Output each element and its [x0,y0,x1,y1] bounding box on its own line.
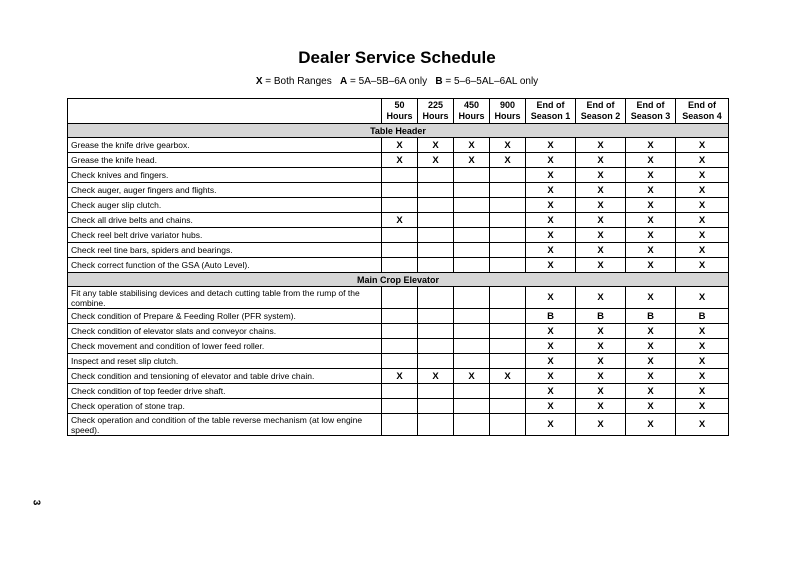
task-description: Check condition of Prepare & Feeding Roller (PFR system). [68,309,382,324]
column-header-line1: 225 [427,100,444,110]
service-mark-cell [418,213,454,228]
service-mark-cell: X [454,369,490,384]
service-mark-cell [490,414,526,436]
service-mark-cell [490,324,526,339]
service-mark-cell: X [526,198,576,213]
table-row [68,309,729,324]
service-mark-cell: X [676,339,729,354]
table-row [68,168,729,183]
service-mark-cell [382,228,418,243]
service-mark-cell: X [676,198,729,213]
service-mark-cell [454,339,490,354]
legend-x-text: = Both Ranges [262,76,341,87]
column-header [418,99,454,124]
service-mark-cell: X [382,153,418,168]
task-description: Check condition and tensioning of elevator and table drive chain. [68,369,382,384]
service-mark-cell [490,213,526,228]
section-title: Main Crop Elevator [68,273,729,287]
service-mark-cell [382,258,418,273]
service-mark-cell: X [454,138,490,153]
service-mark-cell: X [526,339,576,354]
service-schedule-table [67,98,729,436]
task-description: Check knives and fingers. [68,168,382,183]
table-row [68,258,729,273]
table-row [68,369,729,384]
service-mark-cell: X [526,287,576,309]
service-mark-cell: X [676,243,729,258]
service-mark-cell: X [676,354,729,369]
column-header [626,99,676,124]
service-mark-cell: X [576,354,626,369]
legend [0,76,794,87]
service-mark-cell: X [626,384,676,399]
table-row [68,213,729,228]
legend-a-key: A [340,76,348,87]
service-mark-cell: X [626,183,676,198]
service-mark-cell [418,287,454,309]
service-mark-cell: X [526,228,576,243]
task-description: Check auger slip clutch. [68,198,382,213]
service-mark-cell: X [676,258,729,273]
table-row [68,183,729,198]
service-mark-cell: X [676,414,729,436]
service-mark-cell: X [626,198,676,213]
service-mark-cell [382,339,418,354]
task-description: Check all drive belts and chains. [68,213,382,228]
service-mark-cell: X [676,183,729,198]
service-mark-cell: X [576,138,626,153]
service-mark-cell: X [576,183,626,198]
service-mark-cell [382,309,418,324]
table-row [68,354,729,369]
service-mark-cell [418,183,454,198]
task-description: Check reel tine bars, spiders and bearings. [68,243,382,258]
column-header [490,99,526,124]
service-mark-cell [454,258,490,273]
service-mark-cell: X [490,369,526,384]
table-row [68,384,729,399]
column-header-line1: End of [536,100,565,110]
service-mark-cell: X [626,258,676,273]
service-mark-cell [418,354,454,369]
service-mark-cell: X [576,369,626,384]
service-mark-cell [418,258,454,273]
service-mark-cell: X [576,213,626,228]
service-mark-cell [418,309,454,324]
column-header-line2: Hours [386,111,413,121]
service-mark-cell: X [526,399,576,414]
service-mark-cell: X [526,384,576,399]
column-header-line1: End of [688,100,716,110]
column-header-line2: Hours [494,111,521,121]
column-header [454,99,490,124]
service-mark-cell [418,399,454,414]
section-header-row [68,273,729,287]
service-mark-cell: X [626,213,676,228]
table-row [68,153,729,168]
service-mark-cell: X [676,384,729,399]
service-mark-cell: X [526,183,576,198]
service-mark-cell [454,168,490,183]
service-mark-cell [418,168,454,183]
service-mark-cell: X [576,339,626,354]
task-description: Check condition of top feeder drive shaft. [68,384,382,399]
service-mark-cell: X [676,324,729,339]
service-mark-cell: X [526,168,576,183]
service-mark-cell: X [626,153,676,168]
column-header-line1: 900 [499,100,516,110]
service-mark-cell [382,414,418,436]
service-mark-cell [490,243,526,258]
section-title: Table Header [68,124,729,138]
service-mark-cell [454,228,490,243]
legend-x-key: X [255,76,263,87]
service-mark-cell: X [626,324,676,339]
table-row [68,228,729,243]
service-mark-cell [382,399,418,414]
task-description: Inspect and reset slip clutch. [68,354,382,369]
service-mark-cell: X [676,168,729,183]
service-mark-cell: X [526,243,576,258]
service-mark-cell: X [626,228,676,243]
service-mark-cell: X [576,243,626,258]
service-mark-cell [490,309,526,324]
service-mark-cell: X [626,369,676,384]
table-row [68,399,729,414]
service-mark-cell: X [418,138,454,153]
service-mark-cell [490,399,526,414]
service-mark-cell: X [576,287,626,309]
service-mark-cell [454,287,490,309]
column-header [576,99,626,124]
service-mark-cell [454,183,490,198]
service-mark-cell: B [626,309,676,324]
service-mark-cell: B [526,309,576,324]
service-mark-cell [490,258,526,273]
legend-b-key: B [435,76,443,87]
service-mark-cell: X [626,287,676,309]
service-mark-cell [418,243,454,258]
service-mark-cell [490,384,526,399]
task-description: Grease the knife head. [68,153,382,168]
service-mark-cell [418,384,454,399]
service-mark-cell [490,339,526,354]
service-mark-cell [382,324,418,339]
service-mark-cell: X [626,243,676,258]
service-mark-cell [454,309,490,324]
service-mark-cell [454,198,490,213]
service-mark-cell: X [526,414,576,436]
task-description: Check correct function of the GSA (Auto Level). [68,258,382,273]
service-mark-cell: X [526,324,576,339]
service-mark-cell: X [490,138,526,153]
service-mark-cell [418,198,454,213]
service-mark-cell [382,183,418,198]
service-mark-cell: X [626,138,676,153]
service-mark-cell [454,324,490,339]
service-mark-cell: X [526,213,576,228]
service-mark-cell: X [576,324,626,339]
service-mark-cell: X [576,228,626,243]
service-mark-cell: X [576,198,626,213]
column-header-line1: End of [636,100,665,110]
service-mark-cell [454,384,490,399]
table-row [68,339,729,354]
service-mark-cell: X [626,414,676,436]
service-mark-cell [490,354,526,369]
service-mark-cell [490,198,526,213]
section-header-row [68,124,729,138]
column-header-line2: Hours [458,111,485,121]
service-mark-cell [418,339,454,354]
service-mark-cell: X [676,153,729,168]
column-header [676,99,729,124]
service-mark-cell: X [676,369,729,384]
page-number: 3 [30,499,42,506]
service-mark-cell [454,243,490,258]
service-mark-cell: X [382,369,418,384]
service-mark-cell [454,414,490,436]
service-mark-cell: X [418,369,454,384]
column-header-line1: End of [586,100,615,110]
table-row [68,414,729,436]
table-row [68,198,729,213]
service-mark-cell: X [676,399,729,414]
task-description: Check auger, auger fingers and flights. [68,183,382,198]
task-description: Check movement and condition of lower feed roller. [68,339,382,354]
service-mark-cell [418,228,454,243]
table-row [68,243,729,258]
service-mark-cell [454,354,490,369]
service-mark-cell: X [576,153,626,168]
service-mark-cell: X [576,168,626,183]
service-mark-cell [382,354,418,369]
service-mark-cell: X [526,354,576,369]
service-mark-cell: X [526,369,576,384]
service-mark-cell: X [382,213,418,228]
service-mark-cell: X [382,138,418,153]
service-mark-cell [454,399,490,414]
service-mark-cell: X [576,384,626,399]
service-mark-cell: X [418,153,454,168]
column-header-line1: 450 [463,100,480,110]
column-header-line2: Season 1 [530,111,571,121]
table-row [68,287,729,309]
service-mark-cell: X [626,168,676,183]
service-mark-cell: X [526,153,576,168]
service-mark-cell: X [676,228,729,243]
task-column-header [68,99,382,124]
legend-a-text: = 5A–5B–6A only [347,76,436,87]
service-mark-cell [418,414,454,436]
service-mark-cell: X [676,138,729,153]
service-mark-cell [418,324,454,339]
service-mark-cell: X [626,339,676,354]
table-row [68,324,729,339]
service-mark-cell: X [576,258,626,273]
service-mark-cell [490,287,526,309]
service-mark-cell [382,198,418,213]
service-mark-cell: X [576,399,626,414]
task-description: Check operation and condition of the table reverse mechanism (at low engine speed). [68,414,382,436]
header-row [68,99,729,124]
legend-b-text: = 5–6–5AL–6AL only [442,76,539,87]
service-mark-cell [382,287,418,309]
service-mark-cell: X [454,153,490,168]
task-description: Check reel belt drive variator hubs. [68,228,382,243]
column-header-line1: 50 [394,100,405,110]
service-mark-cell: X [626,354,676,369]
service-mark-cell: B [576,309,626,324]
service-mark-cell [382,243,418,258]
column-header-line2: Season 3 [630,111,671,121]
service-mark-cell [490,168,526,183]
page-title: Dealer Service Schedule [298,48,496,67]
service-mark-cell [382,384,418,399]
service-mark-cell [490,183,526,198]
service-mark-cell: X [490,153,526,168]
task-description: Fit any table stabilising devices and detach cutting table from the rump of the combine. [68,287,382,309]
column-header [382,99,418,124]
service-mark-cell [382,168,418,183]
column-header-line2: Season 4 [682,111,722,121]
task-description: Check condition of elevator slats and conveyor chains. [68,324,382,339]
service-mark-cell: B [676,309,729,324]
column-header-line2: Hours [422,111,449,121]
service-mark-cell: X [526,258,576,273]
column-header [526,99,576,124]
column-header-line2: Season 2 [580,111,621,121]
task-description: Grease the knife drive gearbox. [68,138,382,153]
service-mark-cell: X [626,399,676,414]
service-mark-cell: X [526,138,576,153]
table-row [68,138,729,153]
service-mark-cell: X [676,287,729,309]
service-mark-cell [454,213,490,228]
task-description: Check operation of stone trap. [68,399,382,414]
service-mark-cell [490,228,526,243]
service-mark-cell: X [676,213,729,228]
service-mark-cell: X [576,414,626,436]
